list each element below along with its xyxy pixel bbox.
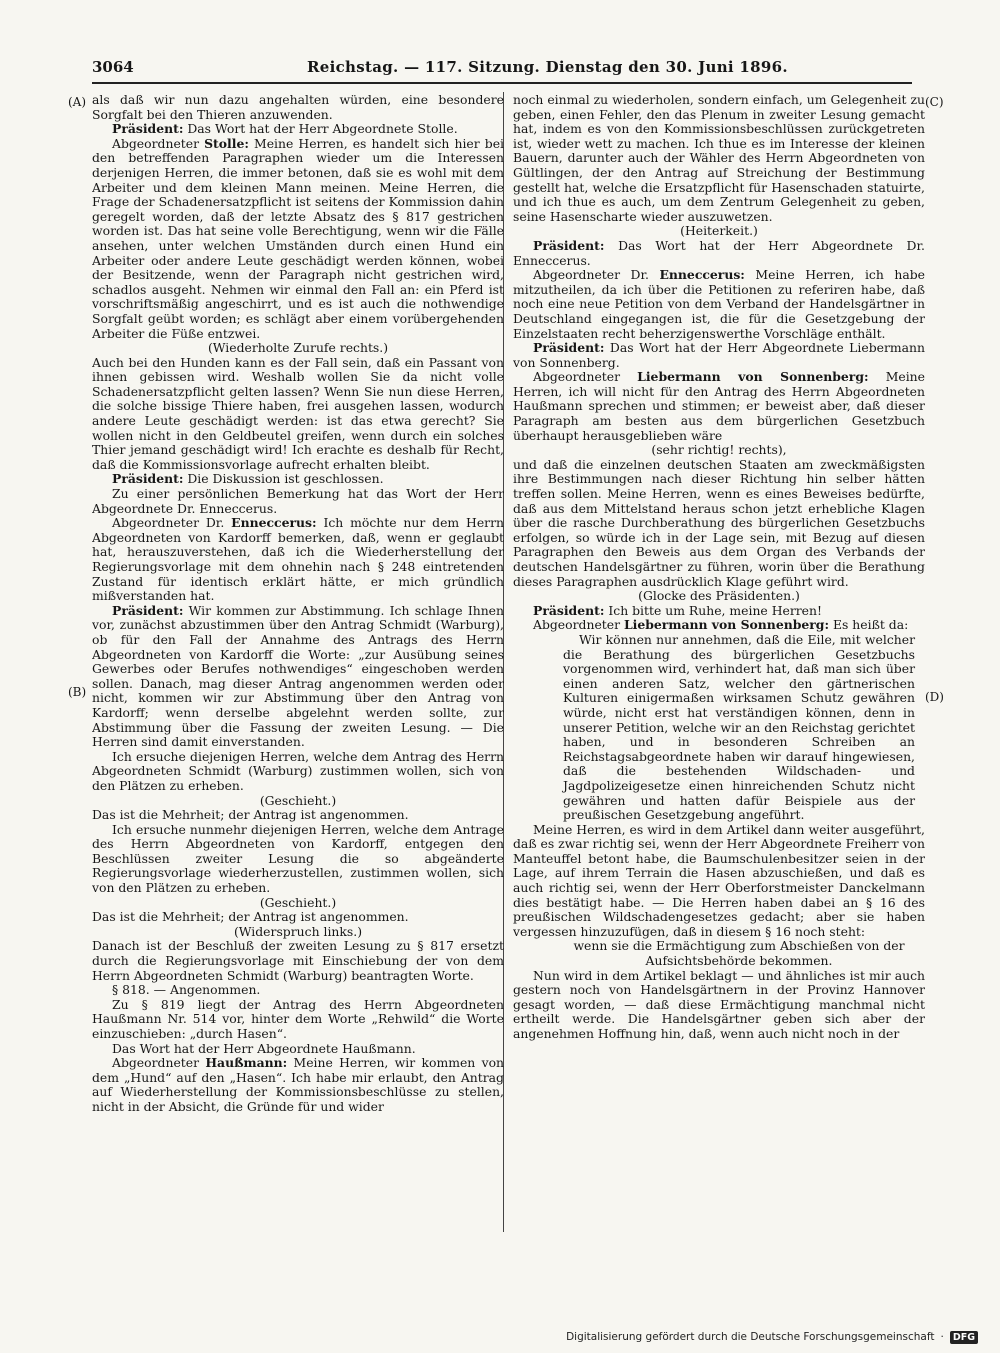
speaker-name: Enneccerus: — [659, 267, 745, 283]
speaker-name: Präsident: — [112, 471, 184, 487]
paragraph: Abgeordneter Liebermann von Sonnenberg: Meine Herren, ich will nicht für den Antrag des Herrn Abgeordneten Haußmann sprechen und stimmen; er beweist aber, daß dieser Paragraph am besten aus dem bürgerlichen Gesetzbuch überhaupt herausgeblieben wäre — [513, 369, 925, 443]
block-quote: wenn sie die Ermächtigung zum Abschießen von der Aufsichtsbehörde bekommen. — [573, 938, 905, 969]
paragraph: als daß wir nun dazu angehalten würden, eine besondere Sorgfalt bei den Thieren anzuwenden. — [92, 93, 504, 122]
stage-direction: (Widerspruch links.) — [233, 923, 363, 939]
dfg-logo: DFG — [950, 1331, 978, 1344]
stage-direction: (Heiterkeit.) — [680, 223, 758, 239]
paragraph: Zu einer persönlichen Bemerkung hat das Wort der Herr Abgeordnete Dr. Enneccerus. — [92, 486, 504, 516]
paragraph: Abgeordneter Dr. Enneccerus: Meine Herren, ich habe mitzutheilen, da ich über die Petitionen zu referiren habe, daß noch eine neue Petition von dem Verband der Handelsgärtner in Deutschland eingegangen ist, die für die Gesetzgebung der Einzelstaaten recht beherzigenswerthe Vorschläge enthält. — [513, 267, 925, 341]
paragraph: Präsident: Die Diskussion ist geschlossen. — [112, 471, 384, 487]
paragraph: § 818. — Angenommen. — [112, 982, 261, 998]
stage-direction: (Geschieht.) — [259, 792, 337, 808]
speaker-name: Präsident: — [533, 237, 605, 253]
page-number: 3064 — [92, 58, 134, 76]
speaker-name: Präsident: — [112, 121, 184, 137]
paragraph: Ich ersuche nunmehr diejenigen Herren, welche dem Antrage des Herrn Abgeordneten von Kardorff, entgegen den Beschlüssen zweiter Lesung die so abgeänderte Regierungsvorlage wiederherzustellen, zustimmen wollen, sich von den Plätzen zu erheben. — [92, 821, 504, 896]
stage-direction: (Geschieht.) — [259, 894, 337, 910]
paragraph: Meine Herren, es wird in dem Artikel dann weiter ausgeführt, daß es zwar richtig sei, wenn der Herr Abgeordnete Freiherr von Manteuffel betont habe, die Baumschulenbesitzer seien in der Lage, auf ihrem Terrain die Hasen abzuschießen, und daß es auch richtig sei, wenn der Herr Oberforstmeister Danckelmann dies bestätigt habe. — Die Herren haben dabei an § 16 des preußischen Wildschadengesetzes gedacht; aber sie haben vergessen hinzuzufügen, daß in diesem § 16 noch steht: — [513, 821, 925, 939]
paragraph: Abgeordneter Liebermann von Sonnenberg: Es heißt da: — [533, 617, 909, 633]
page-header — [92, 58, 912, 84]
speaker-name: Präsident: — [533, 602, 605, 618]
paragraph: Nun wird in dem Artikel beklagt — und ähnliches ist mir auch gestern noch von Handelsgärtnern in der Provinz Hannover gesagt worden, — daß diese Ermächtigung manchmal nicht ertheilt werde. Die Handelsgärtner geben sich aber der angenehmen Hoffnung hin, daß, wenn auch nicht noch in der — [513, 967, 925, 1041]
paragraph: Das ist die Mehrheit; der Antrag ist angenommen. — [92, 909, 409, 925]
paragraph: Zu § 819 liegt der Antrag des Herrn Abgeordneten Haußmann Nr. 514 vor, hinter dem Worte „Rehwild“ die Worte einzuschieben: „durch Hasen“. — [92, 996, 504, 1041]
margin-marker-d: (D) — [925, 690, 944, 704]
paragraph: und daß die einzelnen deutschen Staaten am zweckmäßigsten ihre Bestimmungen nach dieser Richtung hin selber hätten treffen sollen. Meine Herren, wenn es eines Beweises bedürfte, daß aus dem Mittelstand heraus schon jetzt erhebliche Klagen über die rasche Durchberathung des bürgerlichen Gesetzbuchs erfolgen, so würde ich in der Lage sein, mit Bezug auf diesen Paragraphen den Beweis aus dem Organ des Verbands der deutschen Handelsgärtner zu führen, worin über die Berathung dieses Paragraphen ausdrücklich Klage geführt wird. — [513, 456, 925, 589]
stage-direction: (sehr richtig! rechts), — [651, 442, 787, 458]
speaker-name: Stolle: — [204, 135, 249, 151]
right-column — [513, 93, 925, 1228]
paragraph: Das Wort hat der Herr Abgeordnete Haußmann. — [112, 1040, 416, 1056]
speaker-name: Haußmann: — [205, 1055, 288, 1071]
paragraph: Danach ist der Beschluß der zweiten Lesung zu § 817 ersetzt durch die Regierungsvorlage mit Einschiebung der von dem Herrn Abgeordneten Schmidt (Warburg) beantragten Worte. — [92, 938, 504, 983]
paragraph: Präsident: Das Wort hat der Herr Abgeordnete Dr. Enneccerus. — [513, 237, 925, 268]
speaker-name: Präsident: — [112, 602, 184, 618]
stage-direction: (Wiederholte Zurufe rechts.) — [207, 340, 389, 356]
stage-direction: (Glocke des Präsidenten.) — [638, 588, 800, 604]
paragraph: Ich ersuche diejenigen Herren, welche dem Antrag des Herrn Abgeordneten Schmidt (Warburg) zustimmen wollen, sich von den Plätzen zu erheben. — [92, 748, 504, 793]
paragraph: Das ist die Mehrheit; der Antrag ist angenommen. — [92, 807, 409, 823]
paragraph: Präsident: Das Wort hat der Herr Abgeordnete Liebermann von Sonnenberg. — [513, 340, 925, 370]
speaker-name: Präsident: — [533, 340, 605, 356]
footer-text: Digitalisierung gefördert durch die Deutsche Forschungsgemeinschaft — [566, 1331, 935, 1343]
margin-marker-b: (B) — [68, 685, 87, 699]
paragraph: noch einmal zu wiederholen, sondern einfach, um Gelegenheit zu geben, einen Fehler, den das Plenum in zweiter Lesung gemacht hat, indem es von den Kommissionsbeschlüssen zurückgetreten ist, wieder wett zu machen. Ich thue es im Interesse der kleinen Bauern, darunter auch der Wähler des Herrn Abgeordneten von Gültlingen, der den Antrag auf Streichung der Bestimmung gestellt hat, welche die Ersatzpflicht für Hasenschaden statuirte, und ich thue es auch, um dem Zentrum Gelegenheit zu geben, seine Hasenscharte wieder auszuwetzen. — [513, 93, 925, 224]
left-column — [92, 93, 504, 1228]
paragraph: Abgeordneter Haußmann: Meine Herren, wir kommen von dem „Hund“ auf den „Hasen“. Ich habe mir erlaubt, den Antrag auf Wiederherstellung der Kommissionsbeschlüsse zu stellen, nicht in der Absicht, die Gründe für und wider — [92, 1055, 504, 1114]
page-title: Reichstag. — 117. Sitzung. Dienstag den 30. Juni 1896. — [307, 58, 788, 76]
speaker-name: Liebermann von Sonnenberg: — [623, 617, 830, 633]
paragraph: Präsident: Das Wort hat der Herr Abgeordnete Stolle. — [112, 121, 458, 137]
paragraph: Präsident: Wir kommen zur Abstimmung. Ich schlage Ihnen vor, zunächst abzustimmen über den Antrag Schmidt (Warburg), ob für den Fall der Annahme des Antrags des Herrn Abgeordneten von Kardorff die Worte: „zur Ausübung seines Gewerbes oder Berufes nothwendiges“ eingeschoben werden sollen. Danach, mag dieser Antrag angenommen werden oder nicht, kommen wir zur Abstimmung über den Antrag von Kardorff; wenn derselbe abgelehnt werden sollte, zur Abstimmung über die Fassung der zweiten Lesung. — Die Herren sind damit einverstanden. — [92, 602, 504, 750]
block-quote: Wir können nur annehmen, daß die Eile, mit welcher die Berathung des bürgerlichen Gesetzbuchs vorgenommen wird, verhindert hat, daß man sich über einen anderen Satz, welcher den gärtnerischen Kulturen einigermaßen wirksamen Schutz gewähren würde, nicht erst hat verständigen können, denn in unserer Petition, welche wir an den Reichstag gerichtet haben, und in besonderen Schreiben an Reichstagsabgeordnete haben wir darauf hingewiesen, daß die bestehenden Wildschaden- und Jagdpolizeigesetze einen hinreichenden Schutz nicht gewähren und hatten dafür Beispiele aus der preußischen Gesetzgebung angeführt. — [563, 631, 915, 823]
paragraph: Abgeordneter Dr. Enneccerus: Ich möchte nur dem Herrn Abgeordneten von Kardorff bemerken, daß, wenn er geglaubt hat, herauszuverstehen, daß ich die Wiederherstellung der Regierungsvorlage mit dem ohnehin nach § 248 eintretenden Zustand für identisch erklärt hätte, er mich gründlich mißverstanden hat. — [92, 515, 504, 604]
margin-marker-c: (C) — [925, 95, 944, 109]
paragraph: Präsident: Ich bitte um Ruhe, meine Herren! — [533, 602, 822, 618]
digitization-footer: Digitalisierung gefördert durch die Deutsche Forschungsgemeinschaft · DFG — [566, 1329, 978, 1345]
speaker-name: Liebermann von Sonnenberg: — [637, 369, 869, 385]
speaker-name: Enneccerus: — [231, 515, 317, 531]
margin-marker-a: (A) — [68, 95, 87, 109]
paragraph: Auch bei den Hunden kann es der Fall sein, daß ein Passant von ihnen gebissen wird. Weshalb wollen Sie da nicht volle Schadenersatzpflicht gelten lassen? Wenn Sie nun diese Herren, die solche bissige Thiere haben, frei ausgehen lassen, wodurch andere Leute geschädigt werden: ist das etwa gerecht? Sie wollen nicht in den Geldbeutel greifen, wenn durch ein solches Thier jemand geschädigt wird! Ich erachte es deshalb für Recht, daß die Kommissionsvorlage aufrecht erhalten bleibt. — [92, 354, 504, 472]
paragraph: Abgeordneter Stolle: Meine Herren, es handelt sich hier bei den betreffenden Paragraphen wieder um die Interessen derjenigen Herren, die immer betonen, daß sie es wohl mit dem Arbeiter und dem kleinen Mann meinen. Meine Herren, die Frage der Schadenersatzpflicht ist seitens der Kommission dahin geregelt worden, daß der letzte Absatz des § 817 gestrichen worden ist. Das hat seine volle Berechtigung, wenn wir die Fälle ansehen, unter welchen Umständen durch einen Hund ein Arbeiter oder andere Leute geschädigt werden können, wobei der Besitzende, wenn der Paragraph nicht gestrichen wird, schadlos ausgeht. Nehmen wir einmal den Fall an: ein Pferd ist vorschriftsmäßig angeschirrt, und es ist auch die nothwendige Sorgfalt geübt worden; es schlägt aber einem vorübergehenden Arbeiter die Füße entzwei. — [92, 135, 504, 341]
